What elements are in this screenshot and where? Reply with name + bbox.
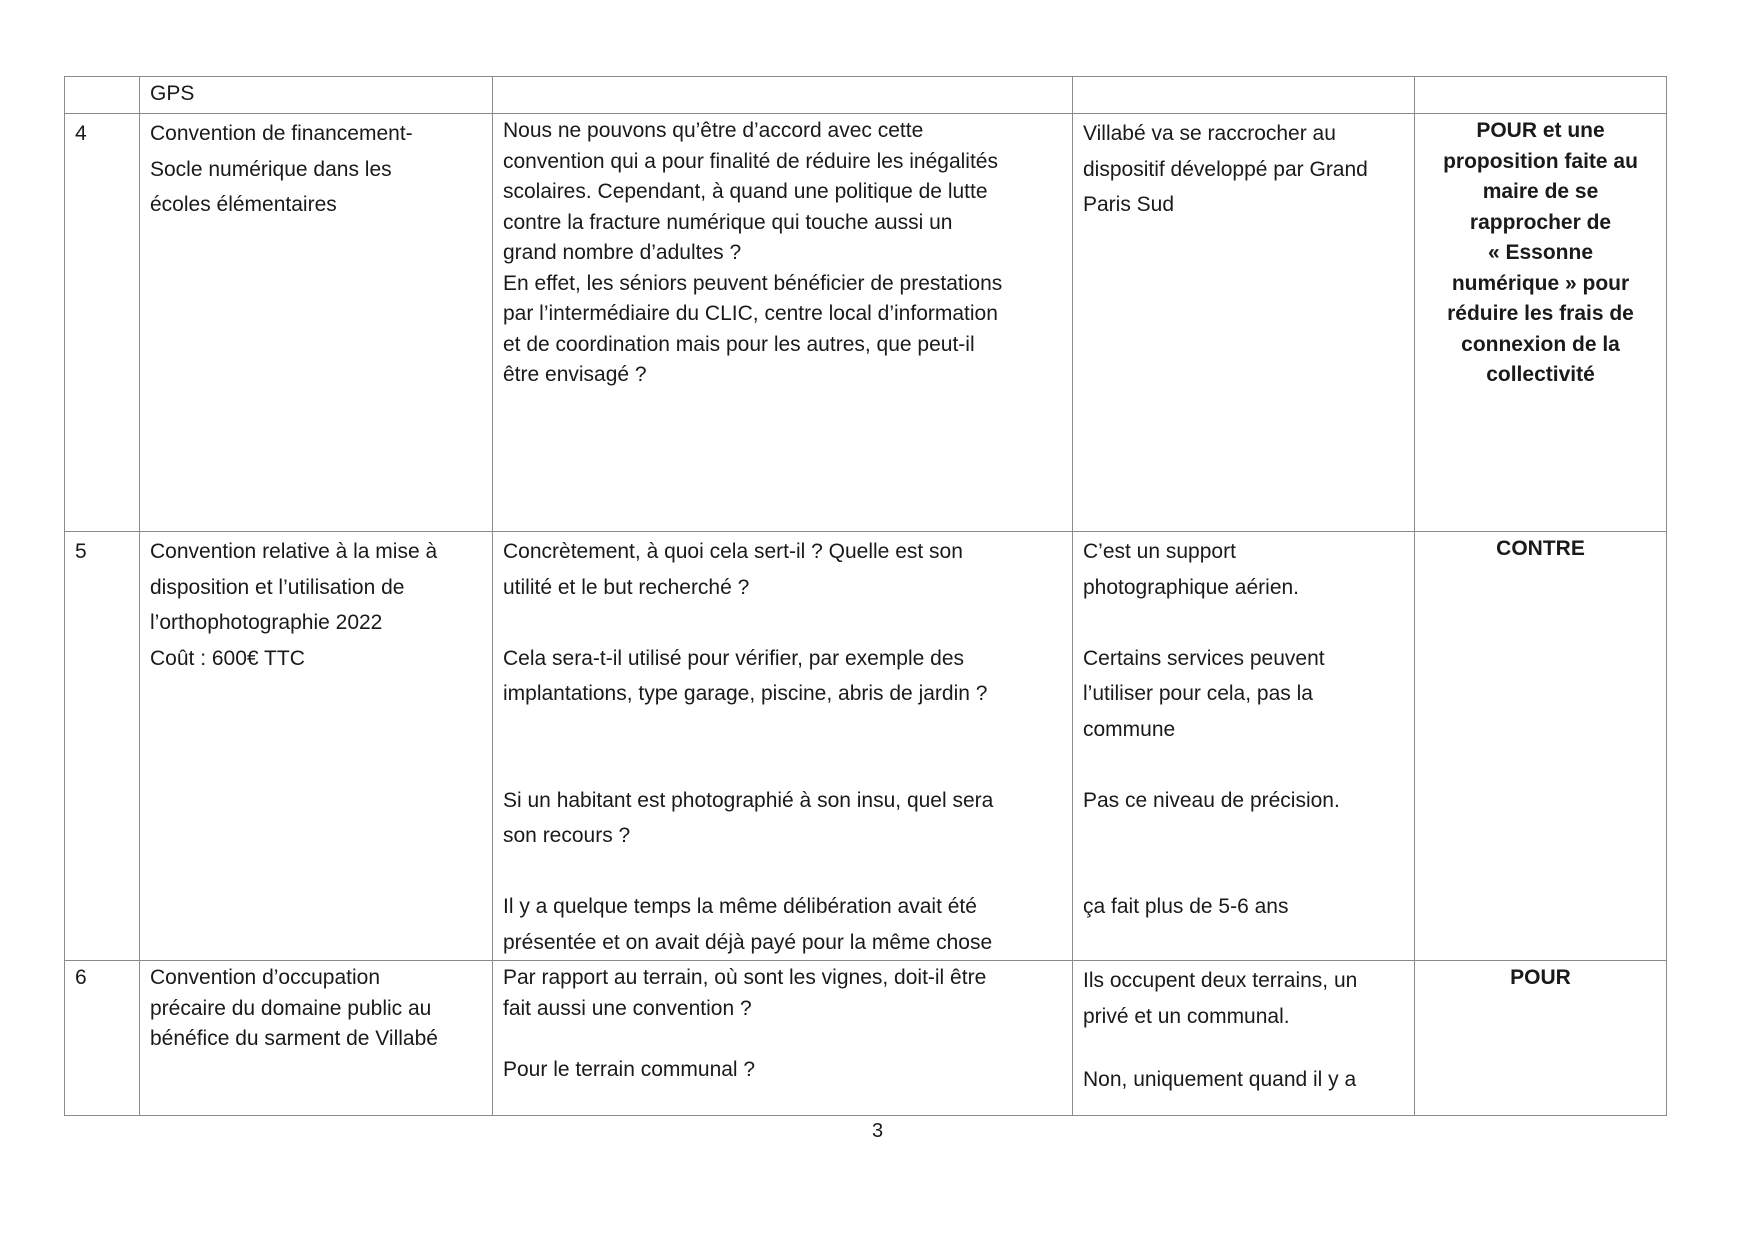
- answer-3: Pas ce niveau de précision.: [1083, 788, 1340, 812]
- cell-number: 6: [65, 961, 140, 1116]
- cell-question: [493, 77, 1073, 114]
- question-3: Si un habitant est photographié à son insu, quel sera son recours ?: [503, 788, 994, 847]
- table-row-4: [65, 114, 1667, 532]
- answer-1: Ils occupent deux terrains, un privé et un communal.: [1083, 969, 1358, 1028]
- cell-answer: [1073, 532, 1415, 961]
- question-4: Il y a quelque temps la même délibération avait été présentée et on avait déjà payé pour la même chose: [503, 895, 993, 954]
- table-row-continuation: [65, 77, 1667, 114]
- cell-subject: GPS: [140, 77, 493, 114]
- question-1: Concrètement, à quoi cela sert-il ? Quelle est son utilité et le but recherché ?: [503, 540, 963, 599]
- deliberations-table: [64, 76, 1667, 1116]
- vote-text: CONTRE: [1496, 537, 1585, 560]
- cell-vote: [1415, 114, 1667, 532]
- table-row-6: [65, 961, 1667, 1116]
- cell-number: 5: [65, 532, 140, 961]
- cell-subject: Convention d’occupation précaire du domaine public au bénéfice du sarment de Villabé: [140, 961, 493, 1116]
- question-2: Pour le terrain communal ?: [503, 1058, 756, 1081]
- cell-question: Nous ne pouvons qu’être d’accord avec cette convention qui a pour finalité de réduire les inégalités scolaires. Cependant, à quand une politique de lutte contre la fracture numérique qui touche aussi un grand nombre d’adultes ? En effet, les séniors peuvent bénéficier de prestations par l’intermédiaire du CLIC, centre local d’information et de coordination mais pour les autres, que peut-il être envisagé ?: [493, 114, 1073, 532]
- cell-number: 4: [65, 114, 140, 532]
- cell-answer: Villabé va se raccrocher au dispositif développé par Grand Paris Sud: [1073, 114, 1415, 532]
- table-row-5: [65, 532, 1667, 961]
- cell-vote: [1415, 77, 1667, 114]
- question-1: Par rapport au terrain, où sont les vignes, doit-il être fait aussi une convention ?: [503, 966, 987, 1020]
- cell-answer: [1073, 961, 1415, 1116]
- cell-vote: [1415, 961, 1667, 1116]
- page-number: 3: [871, 1120, 884, 1142]
- question-2: Cela sera-t-il utilisé pour vérifier, par exemple des implantations, type garage, piscine, abris de jardin ?: [503, 646, 988, 705]
- cell-subject: Convention relative à la mise à disposition et l’utilisation de l’orthophotographie 2022 Coût : 600€ TTC: [140, 532, 493, 961]
- answer-1: C’est un support photographique aérien.: [1083, 540, 1300, 599]
- answer-4: ça fait plus de 5-6 ans: [1083, 895, 1289, 918]
- vote-text: POUR: [1510, 966, 1571, 989]
- cell-question: [493, 532, 1073, 961]
- answer-2: Certains services peuvent l’utiliser pour cela, pas la commune: [1083, 646, 1325, 741]
- vote-text: POUR et une proposition faite au maire de se rapprocher de « Essonne numérique » pour réduire les frais de connexion de la collectivité: [1443, 119, 1638, 386]
- cell-number: [65, 77, 140, 114]
- cell-vote: [1415, 532, 1667, 961]
- answer-2: Non, uniquement quand il y a: [1083, 1068, 1357, 1091]
- cell-answer: [1073, 77, 1415, 114]
- cell-question: [493, 961, 1073, 1116]
- cell-subject: Convention de financement- Socle numérique dans les écoles élémentaires: [140, 114, 493, 532]
